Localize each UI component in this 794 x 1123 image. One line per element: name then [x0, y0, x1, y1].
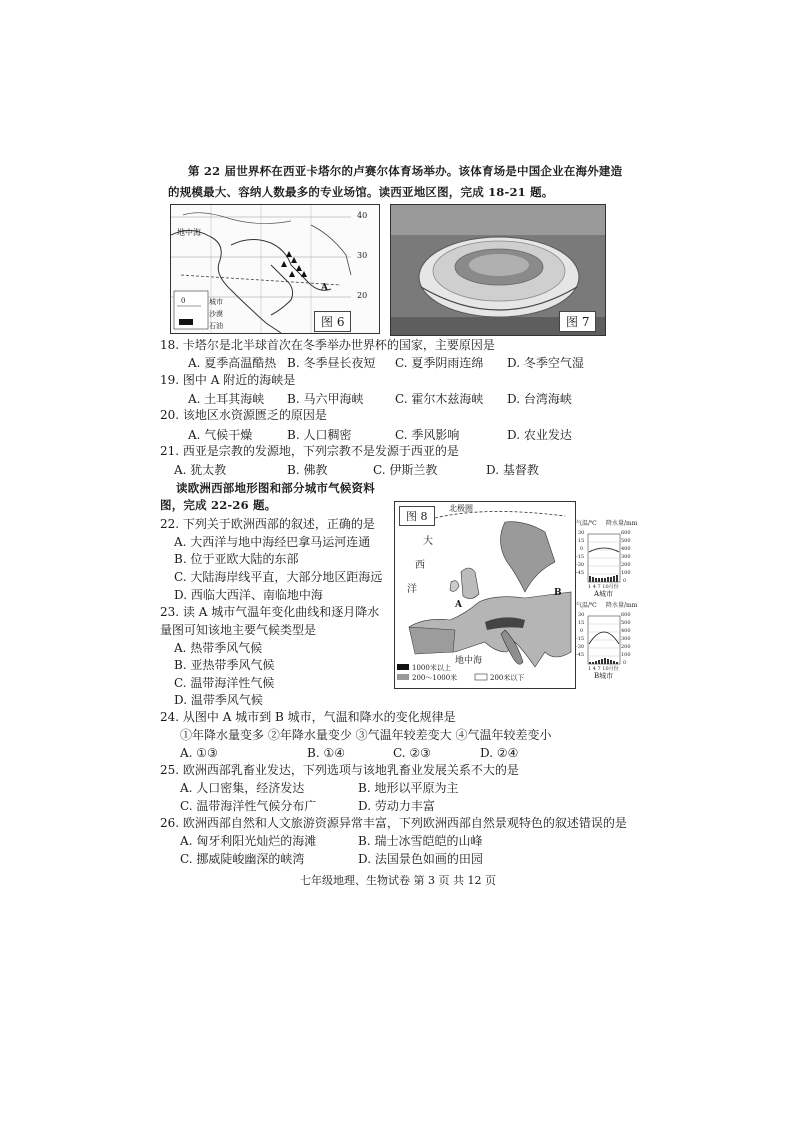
- q25-opt-d: D. 劳动力丰富: [358, 799, 435, 813]
- legend-mid: 200～1000米: [412, 674, 458, 682]
- q19-opt-a: A. 土耳其海峡: [188, 392, 265, 406]
- q25-opt-b: B. 地形以平原为主: [358, 781, 459, 795]
- europe-marker-b: B: [554, 588, 562, 598]
- intro-line-2: 的规模最大、容纳人数最多的专业场馆。读西亚地区图，完成 18-21 题。: [168, 185, 554, 199]
- chart-b-t-tick-1: 30: [578, 612, 585, 618]
- q21-stem: 21. 西亚是宗教的发源地，下列宗教不是发源于西亚的是: [160, 444, 459, 458]
- chart-b-r-tick-4: 300: [621, 636, 631, 642]
- ocean-label-1: 大: [423, 536, 433, 547]
- chart-b-rain-unit: 降水量/mm: [606, 602, 638, 609]
- ocean-label-2: 西: [415, 560, 425, 571]
- chart-a-t-tick-2: 15: [578, 538, 585, 544]
- chart-a-rain-unit: 降水量/mm: [606, 520, 638, 527]
- q22-opt-d: D. 西临大西洋、南临地中海: [174, 588, 323, 602]
- chart-a-months: 1 4 7 10月份: [588, 584, 619, 590]
- q21-opt-a: A. 犹太教: [174, 463, 227, 477]
- q21-opt-d: D. 基督教: [486, 463, 539, 477]
- chart-b-r-tick-3: 400: [621, 628, 631, 634]
- q25-opt-c: C. 温带海洋性气候分布广: [180, 799, 317, 813]
- q22-opt-c: C. 大陆海岸线平直，大部分地区距海远: [174, 570, 383, 584]
- climate-chart-b: [576, 602, 638, 680]
- q19-opt-d: D. 台湾海峡: [507, 392, 572, 406]
- chart-b-t-tick-3: 0: [580, 628, 584, 634]
- lat-40-label: 40: [357, 211, 368, 220]
- q26-opt-d: D. 法国景色如画的田园: [358, 852, 483, 866]
- q18-opt-d: D. 冬季空气湿: [507, 356, 584, 370]
- chart-a-t-tick-5: -30: [576, 562, 585, 568]
- legend-desert: 沙漠: [209, 310, 223, 318]
- intro2-line-2: 图，完成 22-26 题。: [160, 498, 277, 512]
- q20-stem: 20. 该地区水资源匮乏的原因是: [160, 408, 327, 422]
- chart-b-r-tick-5: 200: [621, 644, 631, 650]
- chart-a-t-tick-4: -15: [576, 554, 585, 560]
- chart-a-t-tick-1: 30: [578, 530, 585, 536]
- map-sea-label: 地中海: [177, 228, 201, 237]
- q25-stem: 25. 欧洲西部乳畜业发达，下列选项与该地乳畜业发展关系不大的是: [160, 763, 519, 777]
- q19-opt-b: B. 马六甲海峡: [287, 392, 364, 406]
- q18-opt-c: C. 夏季阴雨连绵: [395, 356, 484, 370]
- page-footer: 七年级地理、生物试卷 第 3 页 共 12 页: [300, 874, 496, 887]
- chart-a-r-tick-2: 500: [621, 538, 631, 544]
- q23-stem-line-1: 23. 读 A 城市气温年变化曲线和逐月降水: [160, 605, 380, 619]
- q23-stem-line-2: 量图可知该地主要气候类型是: [160, 623, 317, 637]
- q21-opt-b: B. 佛教: [287, 463, 328, 477]
- q20-opt-a: A. 气候干燥: [188, 428, 253, 442]
- q24-opt-c: C. ②③: [393, 746, 431, 760]
- chart-b-t-tick-6: -45: [576, 652, 585, 658]
- q19-stem: 19. 图中 A 附近的海峡是: [160, 373, 296, 387]
- chart-a-r-tick-5: 200: [621, 562, 631, 568]
- chart-b-r-tick-2: 500: [621, 620, 631, 626]
- q26-opt-c: C. 挪威陡峻幽深的峡湾: [180, 852, 305, 866]
- chart-b-r-tick-1: 600: [621, 612, 631, 618]
- legend-oil: 石油: [209, 322, 223, 330]
- q18-opt-a: A. 夏季高温酷热: [188, 356, 277, 370]
- chart-b-temp-unit: 气温/℃: [576, 602, 597, 609]
- chart-a-r-tick-6: 100: [621, 570, 631, 576]
- q24-opt-d: D. ②④: [480, 746, 519, 760]
- chart-a-r-tick-1: 600: [621, 530, 631, 536]
- q26-opt-a: A. 匈牙利阳光灿烂的海滩: [180, 834, 317, 848]
- chart-a-r-tick-7: 0: [623, 578, 627, 584]
- fig8-label: 图 8: [399, 506, 435, 526]
- q23-opt-d: D. 温带季风气候: [174, 693, 263, 707]
- q25-opt-a: A. 人口密集，经济发达: [180, 781, 305, 795]
- chart-a-temp-unit: 气温/℃: [576, 520, 597, 527]
- stadium-photo: [390, 204, 606, 336]
- fig7-label: 图 7: [559, 311, 596, 332]
- lat-20-label: 20: [357, 291, 368, 300]
- q23-opt-c: C. 温带海洋性气候: [174, 676, 275, 690]
- ocean-label-3: 洋: [407, 584, 417, 595]
- q24-items: ①年降水量变多 ②年降水量变少 ③气温年较差变大 ④气温年较差变小: [180, 728, 552, 742]
- legend-high: 1000米以上: [412, 664, 451, 672]
- chart-a-name: A城市: [594, 590, 614, 598]
- q20-opt-c: C. 季风影响: [395, 428, 460, 442]
- chart-a-t-tick-6: -45: [576, 570, 585, 576]
- q20-opt-d: D. 农业发达: [507, 428, 572, 442]
- q18-opt-b: B. 冬季昼长夜短: [287, 356, 376, 370]
- chart-b-t-tick-4: -15: [576, 636, 585, 642]
- q19-opt-c: C. 霍尔木兹海峡: [395, 392, 484, 406]
- chart-a-t-tick-3: 0: [580, 546, 584, 552]
- q22-opt-a: A. 大西洋与地中海经巴拿马运河连通: [174, 535, 371, 549]
- q18-stem: 18. 卡塔尔是北半球首次在冬季举办世界杯的国家，主要原因是: [160, 338, 495, 352]
- chart-b-months: 1 4 7 10月份: [588, 666, 619, 672]
- lat-30-label: 30: [357, 251, 368, 260]
- legend-low: 200米以下: [490, 674, 525, 682]
- chart-b-t-tick-2: 15: [578, 620, 585, 626]
- marker-a: A: [321, 283, 328, 293]
- west-asia-map: [170, 204, 380, 334]
- q20-opt-b: B. 人口稠密: [287, 428, 352, 442]
- climate-chart-a: [576, 520, 638, 598]
- europe-map: [394, 501, 576, 689]
- q23-opt-a: A. 热带季风气候: [174, 641, 263, 655]
- chart-a-r-tick-3: 400: [621, 546, 631, 552]
- arctic-circle-label: 北极圈: [449, 504, 473, 513]
- chart-a-r-tick-4: 300: [621, 554, 631, 560]
- europe-marker-a: A: [455, 600, 462, 610]
- europe-sea-label: 地中海: [455, 656, 483, 666]
- q24-opt-a: A. ①③: [180, 746, 218, 760]
- intro-line-1: 第 22 届世界杯在西亚卡塔尔的卢赛尔体育场举办。该体育场是中国企业在海外建造: [188, 164, 623, 178]
- q22-opt-b: B. 位于亚欧大陆的东部: [174, 552, 299, 566]
- fig6-label: 图 6: [314, 311, 351, 332]
- q26-stem: 26. 欧洲西部自然和人文旅游资源异常丰富，下列欧洲西部自然景观特色的叙述错误的是: [160, 816, 627, 830]
- q22-stem: 22. 下列关于欧洲西部的叙述，正确的是: [160, 517, 375, 531]
- intro2-line-1: 读欧洲西部地形图和部分城市气候资料: [176, 481, 375, 495]
- q23-opt-b: B. 亚热带季风气候: [174, 658, 275, 672]
- q24-stem: 24. 从图中 A 城市到 B 城市，气温和降水的变化规律是: [160, 710, 456, 724]
- q24-opt-b: B. ①④: [307, 746, 345, 760]
- chart-b-r-tick-6: 100: [621, 652, 631, 658]
- q26-opt-b: B. 瑞士冰雪皑皑的山峰: [358, 834, 483, 848]
- chart-b-t-tick-5: -30: [576, 644, 585, 650]
- europe-map-drawing: [395, 502, 575, 688]
- q21-opt-c: C. 伊斯兰教: [373, 463, 438, 477]
- chart-b-r-tick-7: 0: [623, 660, 627, 666]
- legend-city: 城市: [209, 298, 223, 306]
- legend-zero: 0: [181, 297, 186, 305]
- chart-b-name: B城市: [594, 672, 614, 680]
